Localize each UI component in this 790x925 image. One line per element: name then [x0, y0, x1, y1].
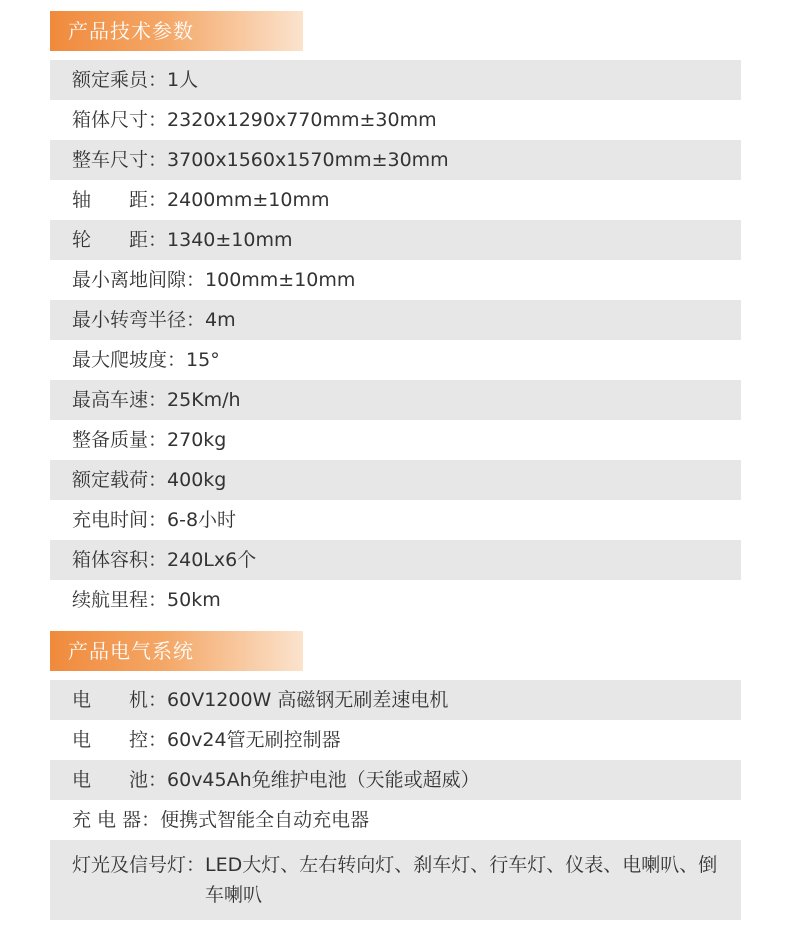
spec-label: 箱体容积：	[72, 549, 168, 571]
section-header-tech-params: 产品技术参数	[50, 11, 303, 51]
spec-row-rated-load	[50, 460, 741, 500]
spec-row-max-speed	[50, 380, 741, 420]
spec-value: 2320x1290x770mm±30mm	[167, 109, 437, 131]
spec-label: 箱体尺寸：	[72, 109, 168, 131]
spec-label: 轮 距：	[72, 229, 168, 251]
spec-row-range	[50, 580, 741, 620]
spec-value: 2400mm±10mm	[167, 189, 330, 211]
spec-value: LED大灯、左右转向灯、刹车灯、行车灯、仪表、电喇叭、倒车喇叭	[205, 854, 718, 906]
spec-row-charger	[50, 800, 741, 840]
spec-label: 充电时间：	[72, 509, 168, 531]
spec-value: 1340±10mm	[167, 229, 293, 251]
spec-value: 400kg	[167, 469, 227, 491]
spec-label: 轴 距：	[72, 189, 168, 211]
spec-label: 整备质量：	[72, 429, 168, 451]
spec-value: 100mm±10mm	[205, 269, 356, 291]
spec-row-track-width	[50, 220, 741, 260]
spec-value: 便携式智能全自动充电器	[160, 809, 370, 831]
spec-row-vehicle-size	[50, 140, 741, 180]
spec-value: 60v24管无刷控制器	[167, 729, 341, 751]
spec-row-battery	[50, 760, 741, 800]
spec-label: 整车尺寸：	[72, 149, 168, 171]
spec-row-curb-weight	[50, 420, 741, 460]
spec-label: 额定乘员：	[72, 69, 168, 91]
spec-label: 电 机：	[72, 689, 168, 711]
spec-value: 25Km/h	[167, 389, 241, 411]
spec-label: 续航里程：	[72, 589, 168, 611]
spec-value: 3700x1560x1570mm±30mm	[167, 149, 449, 171]
spec-label: 充 电 器：	[72, 809, 161, 831]
spec-row-rated-passengers	[50, 60, 741, 100]
spec-label: 电 控：	[72, 729, 168, 751]
spec-label: 最大爬坡度：	[72, 349, 187, 371]
spec-row-turning-radius	[50, 300, 741, 340]
spec-value: 60v45Ah免维护电池（天能或超威）	[167, 769, 480, 791]
spec-value: 1人	[167, 69, 199, 91]
spec-row-max-gradient	[50, 340, 741, 380]
section-header-electrical-system: 产品电气系统	[50, 631, 303, 671]
spec-value: 240Lx6个	[167, 549, 257, 571]
spec-value: 6-8小时	[167, 509, 237, 531]
spec-label: 电 池：	[72, 769, 168, 791]
spec-value: 270kg	[167, 429, 227, 451]
spec-row-charge-time	[50, 500, 741, 540]
spec-row-lights-signals	[50, 840, 741, 920]
spec-value: 60V1200W 高磁钢无刷差速电机	[167, 689, 449, 711]
spec-row-wheelbase	[50, 180, 741, 220]
spec-row-motor	[50, 680, 741, 720]
spec-row-controller	[50, 720, 741, 760]
spec-row-box-size	[50, 100, 741, 140]
spec-label: 灯光及信号灯：	[72, 854, 206, 876]
spec-row-ground-clearance	[50, 260, 741, 300]
spec-label: 额定载荷：	[72, 469, 168, 491]
spec-label: 最小离地间隙：	[72, 269, 206, 291]
spec-label: 最高车速：	[72, 389, 168, 411]
spec-value: 50km	[167, 589, 221, 611]
spec-row-box-volume	[50, 540, 741, 580]
spec-value: 15°	[186, 349, 220, 371]
spec-value: 4m	[205, 309, 236, 331]
spec-label: 最小转弯半径：	[72, 309, 206, 331]
